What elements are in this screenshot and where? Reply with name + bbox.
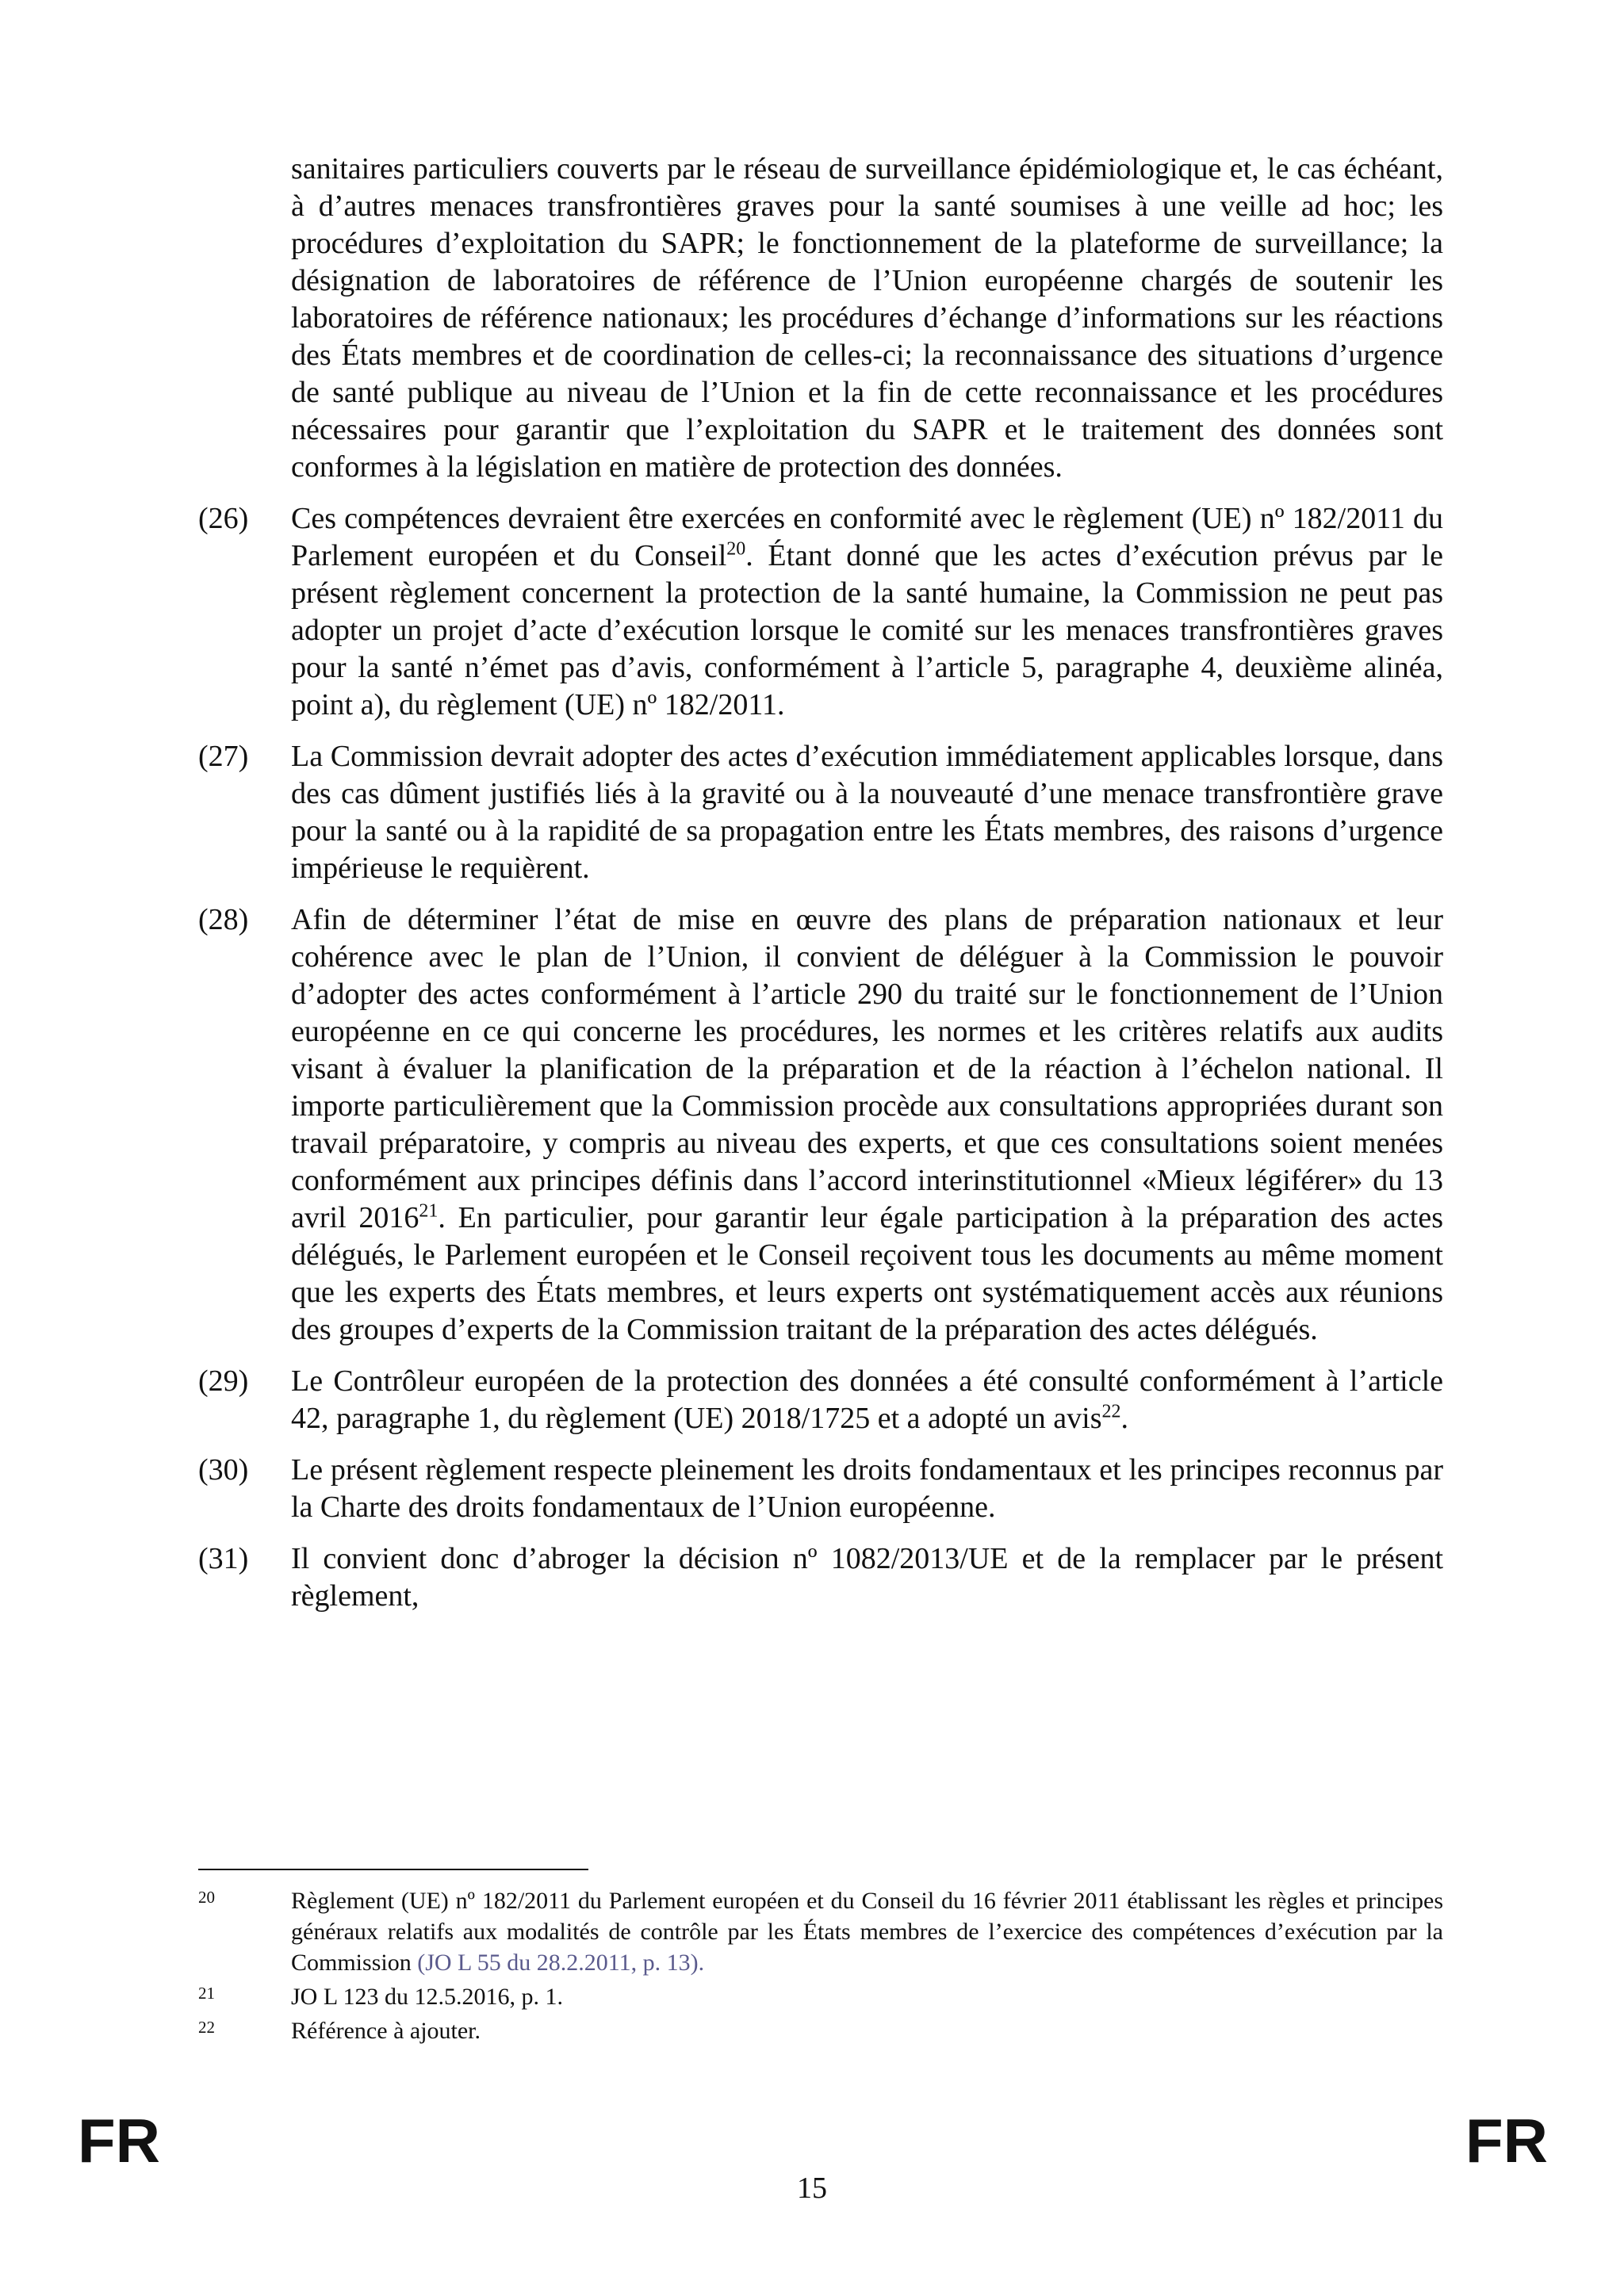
footnote-text: Référence à ajouter.: [291, 2018, 481, 2044]
recital-text: Il convient donc d’abroger la décision nº 1082/2013/UE et de la remplacer par le présent règlement,: [291, 1542, 1443, 1613]
footnote-22: [198, 2015, 1443, 2046]
footnote-number: 22: [198, 2018, 215, 2037]
body-text: [198, 151, 1443, 1629]
recital-number: (26): [198, 502, 249, 535]
recital-text: [291, 500, 1443, 724]
footnotes: [198, 1885, 1443, 2049]
recital-number: (28): [198, 903, 249, 936]
footnote-21: [198, 1981, 1443, 2012]
footnote-ref[interactable]: 21: [419, 1200, 439, 1222]
page-number: 15: [797, 2172, 827, 2205]
language-tag-left: FR: [78, 2106, 160, 2175]
recital-text: [291, 1363, 1443, 1437]
recital-text-part: . Étant donné que les actes d’exécution prévus par le présent règlement concernent la protection de la santé humaine, la Commission ne peut pas adopter un projet d’acte d’exécution lorsque le comité sur les menaces transfrontières graves pour la santé n’émet pas d’avis, conformément à l’article 5, paragraphe 4, deuxième alinéa, point a), du règlement (UE) nº 182/2011.: [291, 539, 1443, 721]
footnote-text: [291, 1885, 1443, 1978]
recital-text-part: . En particulier, pour garantir leur égale participation à la préparation des actes délégués, le Parlement européen et le Conseil reçoivent tous les documents au même moment que les experts des États membres, et leurs experts ont systématiquement accès aux réunions des groupes d’experts de la Commission traitant de la préparation des actes délégués.: [291, 1201, 1443, 1346]
recital-text-part: .: [1120, 1402, 1129, 1435]
recital-number: (29): [198, 1364, 249, 1398]
language-tag-right: FR: [1465, 2106, 1548, 2175]
recital-text-part: Afin de déterminer l’état de mise en œuvre des plans de préparation nationaux et leur cohérence avec le plan de l’Union, il convient de déléguer à la Commission le pouvoir d’adopter des actes conformément à l’article 290 du traité sur le fonctionnement de l’Union européenne en ce qui concerne les procédures, les normes et les critères relatifs aux audits visant à évaluer la planification de la préparation et de la réaction à l’échelon national. Il importe particulièrement que la Commission procède aux consultations appropriées durant son travail préparatoire, y compris au niveau des experts, et que ces consultations soient menées conformément aux principes définis dans l’accord interinstitutionnel «Mieux légiférer» du 13 avril 2016: [291, 903, 1443, 1234]
recital-text: Le présent règlement respecte pleinement les droits fondamentaux et les principes reconnus par la Charte des droits fondamentaux de l’Union européenne.: [291, 1453, 1443, 1524]
footnote-number: 20: [198, 1888, 215, 1907]
recital-number: (31): [198, 1542, 249, 1575]
recital-28: [198, 901, 1443, 1349]
footnote-text: JO L 123 du 12.5.2016, p. 1.: [291, 1984, 564, 2010]
recital-text-part: Ces compétences devraient être exercées en conformité avec le règlement (UE) nº 182/2011 du Parlement européen et du Conseil: [291, 502, 1443, 572]
footnote-number: 21: [198, 1984, 215, 2003]
recital-26: [198, 500, 1443, 724]
recital-number: (30): [198, 1453, 249, 1487]
recital-text: [291, 901, 1443, 1349]
recital-text-part: Le Contrôleur européen de la protection des données a été consulté conformément à l’article 42, paragraphe 1, du règlement (UE) 2018/1725 et a adopté un avis: [291, 1364, 1443, 1435]
footnote-ref[interactable]: 22: [1101, 1401, 1121, 1422]
footnote-20: [198, 1885, 1443, 1978]
recital-31: [198, 1540, 1443, 1615]
recital-30: [198, 1452, 1443, 1526]
footnote-text-part: Règlement (UE) nº 182/2011 du Parlement européen et du Conseil du 16 février 2011 établissant les règles et principes généraux relatifs aux modalités de contrôle par les États membres de l’exercice des compétences d’exécution par la Commission: [291, 1888, 1443, 1976]
footnote-separator: [198, 1869, 588, 1870]
intro-paragraph: sanitaires particuliers couverts par le réseau de surveillance épidémiologique et, le cas échéant, à d’autres menaces transfrontières graves pour la santé soumises à une veille ad hoc; les procédures d’exploitation du SAPR; le fonctionnement de la plateforme de surveillance; la désignation de laboratoires de référence de l’Union européenne chargés de soutenir les laboratoires de référence nationaux; les procédures d’échange d’informations sur les réactions des États membres et de coordination de celles-ci; la reconnaissance des situations d’urgence de santé publique au niveau de l’Union et la fin de cette reconnaissance et les procédures nécessaires pour garantir que l’exploitation du SAPR et le traitement des données sont conformes à la législation en matière de protection des données.: [291, 152, 1443, 484]
recital-29: [198, 1363, 1443, 1437]
recital-27: [198, 738, 1443, 887]
recital-number: (27): [198, 740, 249, 773]
footnote-ref[interactable]: 20: [726, 538, 746, 560]
recital-text: La Commission devrait adopter des actes d’exécution immédiatement applicables lorsque, dans des cas dûment justifiés liés à la gravité ou à la nouveauté d’une menace transfrontière grave pour la santé ou à la rapidité de sa propagation entre les États membres, des raisons d’urgence impérieuse le requièrent.: [291, 740, 1443, 885]
footnote-link[interactable]: (JO L 55 du 28.2.2011, p. 13).: [417, 1950, 705, 1976]
